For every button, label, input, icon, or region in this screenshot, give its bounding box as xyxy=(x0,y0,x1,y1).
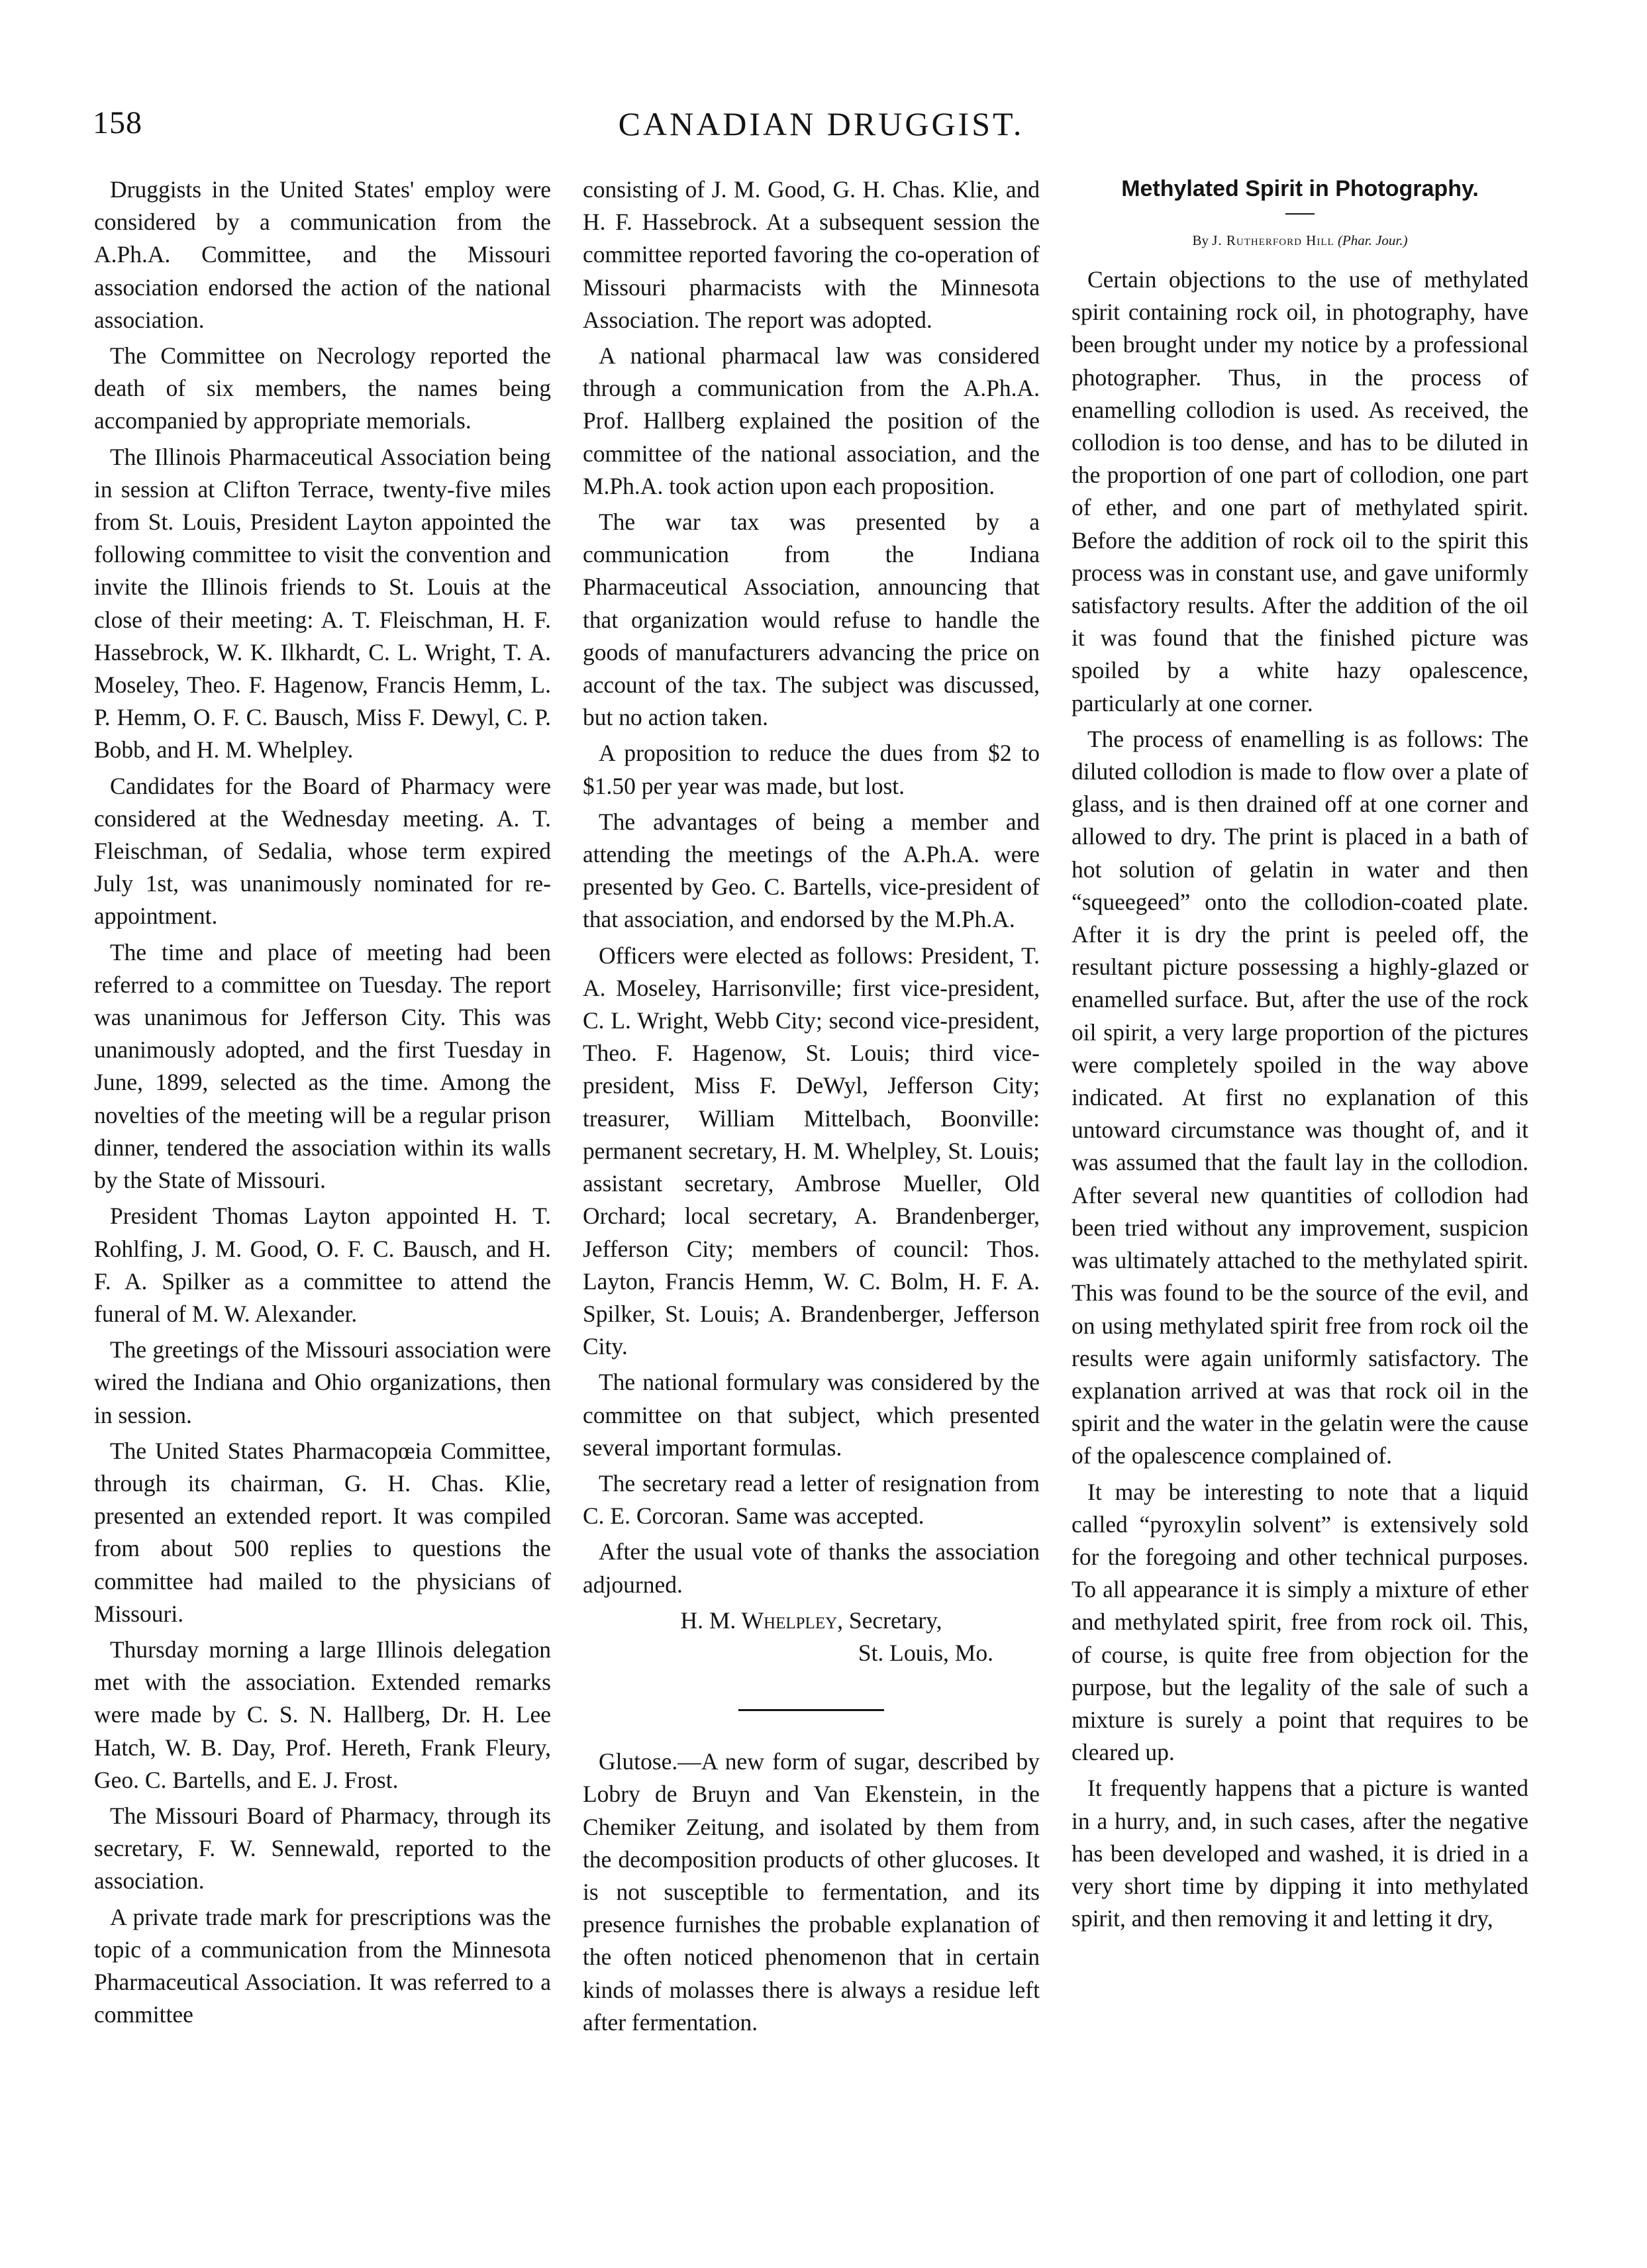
byline-author: J. Rutherford Hill xyxy=(1212,232,1334,248)
paragraph: Druggists in the United States' employ were considered by a communication from the A.Ph.A. Committee, and the Missouri association endorsed the action of the national association. xyxy=(94,176,551,333)
paragraph: President Thomas Layton appointed H. T. Rohlfing, J. M. Good, O. F. C. Bausch, and H. F. A. Spilker as a committee to attend the funeral of M. W. Alexander. xyxy=(94,1203,551,1327)
paragraph: The Illinois Pharmaceutical Association being in session at Clifton Terrace, twenty-five miles from St. Louis, President Layton appointed the following committee to visit the convention and invite the Illinois friends to St. Louis at the close of their meeting: A. T. Fleischman, H. F. Hassebrock, W. K. Ilkhardt, C. L. Wright, T. A. Moseley, Theo. F. Hagenow, Francis Hemm, L. P. Hemm, O. F. C. Bausch, Miss F. Dewyl, C. P. Bobb, and H. M. Whelpley. xyxy=(94,443,551,764)
paragraph: A private trade mark for prescriptions was the topic of a communication from the Minnesota Pharmaceutical Association. It was referred to a committee xyxy=(94,1903,551,2028)
right-column xyxy=(1072,173,1528,1938)
paragraph: The time and place of meeting had been referred to a committee on Tuesday. The report was unanimous for Jefferson City. This was unanimously adopted, and the first Tuesday in June, 1899, selected as the time. Among the novelties of the meeting will be a regular prison dinner, tendered the association within its walls by the State of Missouri. xyxy=(94,938,551,1194)
paragraph: The Committee on Necrology reported the death of six members, the names being accompanied by appropriate memorials. xyxy=(94,342,551,434)
signature-title: , Secretary, xyxy=(837,1606,942,1634)
paragraph: The Missouri Board of Pharmacy, through its secretary, F. W. Sennewald, reported to the association. xyxy=(94,1802,551,1895)
paragraph: The advantages of being a member and attending the meetings of the A.Ph.A. were presented by Geo. C. Bartells, vice-president of that association, and endorsed by the M.Ph.A. xyxy=(583,808,1040,933)
paragraph: The process of enamelling is as follows: The diluted collodion is made to flow over a plate of glass, and is then drained off at one corner and allowed to dry. The print is placed in a bath of hot solution of gelatin in water and then “squeegeed” onto the collodion-coated plate. After it is dry the print is peeled off, the resultant picture possessing a highly-glazed or enamelled surface. But, after the use of the rock oil spirit, a very large proportion of the pictures were completely spoiled in the way above indicated. At first no explanation of this untoward circumstance was thought of, and it was assumed that the fault lay in the collodion. After several new quantities of collodion had been tried without any improvement, suspicion was ultimately attached to the methylated spirit. This was found to be the source of the evil, and on using methylated spirit free from rock oil the results were again uniformly satisfactory. The explanation arrived at was that rock oil in the spirit and the water in the gelatin were the cause of the opalescence complained of. xyxy=(1072,725,1528,1469)
paragraph: Candidates for the Board of Pharmacy were considered at the Wednesday meeting. A. T. Fleischman, of Sedalia, whose term expired July 1st, was unanimously nominated for re-appointment. xyxy=(94,772,551,930)
paragraph: After the usual vote of thanks the association adjourned. xyxy=(583,1538,1040,1598)
signature-location: St. Louis, Mo. xyxy=(858,1639,993,1666)
title-divider xyxy=(1285,213,1315,215)
signature-name: H. M. Whelpley xyxy=(680,1606,838,1634)
paragraph: Certain objections to the use of methylated spirit containing rock oil, in photography, have been brought under my notice by a professional photographer. Thus, in the process of enamelling collodion is used. As received, the collodion is too dense, and has to be diluted in the proportion of one part of collodion, one part of ether, and one part of methylated spirit. Before the addition of rock oil to the spirit this process was in constant use, and gave uniformly satisfactory results. After the addition of the oil it was found that the finished picture was spoiled by a white hazy opalescence, particularly at one corner. xyxy=(1072,266,1528,716)
paragraph: Officers were elected as follows: President, T. A. Moseley, Harrisonville; first vice-president, C. L. Wright, Webb City; second vice-president, Theo. F. Hagenow, St. Louis; third vice-president, Miss F. DeWyl, Jefferson City; treasurer, William Mittelbach, Boonville: permanent secretary, H. M. Whelpley, St. Louis; assistant secretary, Ambrose Mueller, Old Orchard; local secretary, A. Brandenberger, Jefferson City; members of council: Thos. Layton, Francis Hemm, W. C. Bolm, H. F. A. Spilker, St. Louis; A. Brandenberger, Jefferson City. xyxy=(583,942,1040,1360)
left-column xyxy=(94,173,551,2034)
glutose-paragraph: Glutose.—A new form of sugar, described by Lobry de Bruyn and Van Ekenstein, in the Chemiker Zeitung, and isolated by them from the decomposition products of other glucoses. It is not susceptible to fermentation, and its presence furnishes the probable explanation of the often noticed phenomenon that in certain kinds of molasses there is always a residue left after fermentation. xyxy=(583,1748,1040,2036)
page-number: 158 xyxy=(93,105,142,140)
paragraph: The United States Pharmacopœia Committee, through its chairman, G. H. Chas. Klie, presented an extended report. It was compiled from about 500 replies to questions the committee had mailed to the physicians of Missouri. xyxy=(94,1437,551,1627)
paragraph: The national formulary was considered by the committee on that subject, which presented several important formulas. xyxy=(583,1369,1040,1461)
signature xyxy=(583,1604,1040,1637)
paragraph: It frequently happens that a picture is wanted in a hurry, and, in such cases, after the negative has been developed and washed, it is dried in a very short time by dipping it into methylated spirit, and then removing it and letting it dry, xyxy=(1072,1775,1528,1932)
byline-source: (Phar. Jour.) xyxy=(1334,232,1408,248)
byline-prefix: By xyxy=(1192,232,1213,248)
paragraph: A proposition to reduce the dues from $2 to $1.50 per year was made, but lost. xyxy=(583,740,1040,799)
article-title: Methylated Spirit in Photography. xyxy=(1121,176,1479,201)
paragraph: It may be interesting to note that a liquid called “pyroxylin solvent” is extensively sold for the foregoing and other technical purposes. To all appearance it is simply a mixture of ether and methylated spirit, free from rock oil. This, of course, is quite free from objection for the purpose, but the legality of the sale of such a mixture is surely a point that requires to be cleared up. xyxy=(1072,1478,1528,1766)
paragraph: Thursday morning a large Illinois delegation met with the association. Extended remarks were made by C. S. N. Hallberg, Dr. H. Lee Hatch, W. B. Day, Prof. Hereth, Frank Fleury, Geo. C. Bartells, and E. J. Frost. xyxy=(94,1636,551,1793)
paragraph: The greetings of the Missouri association were wired the Indiana and Ohio organizations, then in session. xyxy=(94,1336,551,1428)
paragraph: The war tax was presented by a communication from the Indiana Pharmaceutical Association, announcing that that organization would refuse to handle the goods of manufacturers advancing the price on account of the tax. The subject was discussed, but no action taken. xyxy=(583,509,1040,731)
page-header xyxy=(93,99,1550,159)
byline xyxy=(1072,229,1528,252)
journal-title: CANADIAN DRUGGIST. xyxy=(618,105,1024,142)
paragraph: A national pharmacal law was considered through a communication from the A.Ph.A. Prof. Hallberg explained the position of the committee of the national association, and the M.Ph.A. took action upon each proposition. xyxy=(583,342,1040,499)
continued-paragraph: consisting of J. M. Good, G. H. Chas. Klie, and H. F. Hassebrock. At a subsequent session the committee reported favoring the co-operation of Missouri pharmacists with the Minnesota Association. The report was adopted. xyxy=(583,176,1040,333)
section-divider xyxy=(738,1709,884,1711)
paragraph: The secretary read a letter of resignation from C. E. Corcoran. Same was accepted. xyxy=(583,1469,1040,1530)
middle-column xyxy=(583,173,1040,2042)
